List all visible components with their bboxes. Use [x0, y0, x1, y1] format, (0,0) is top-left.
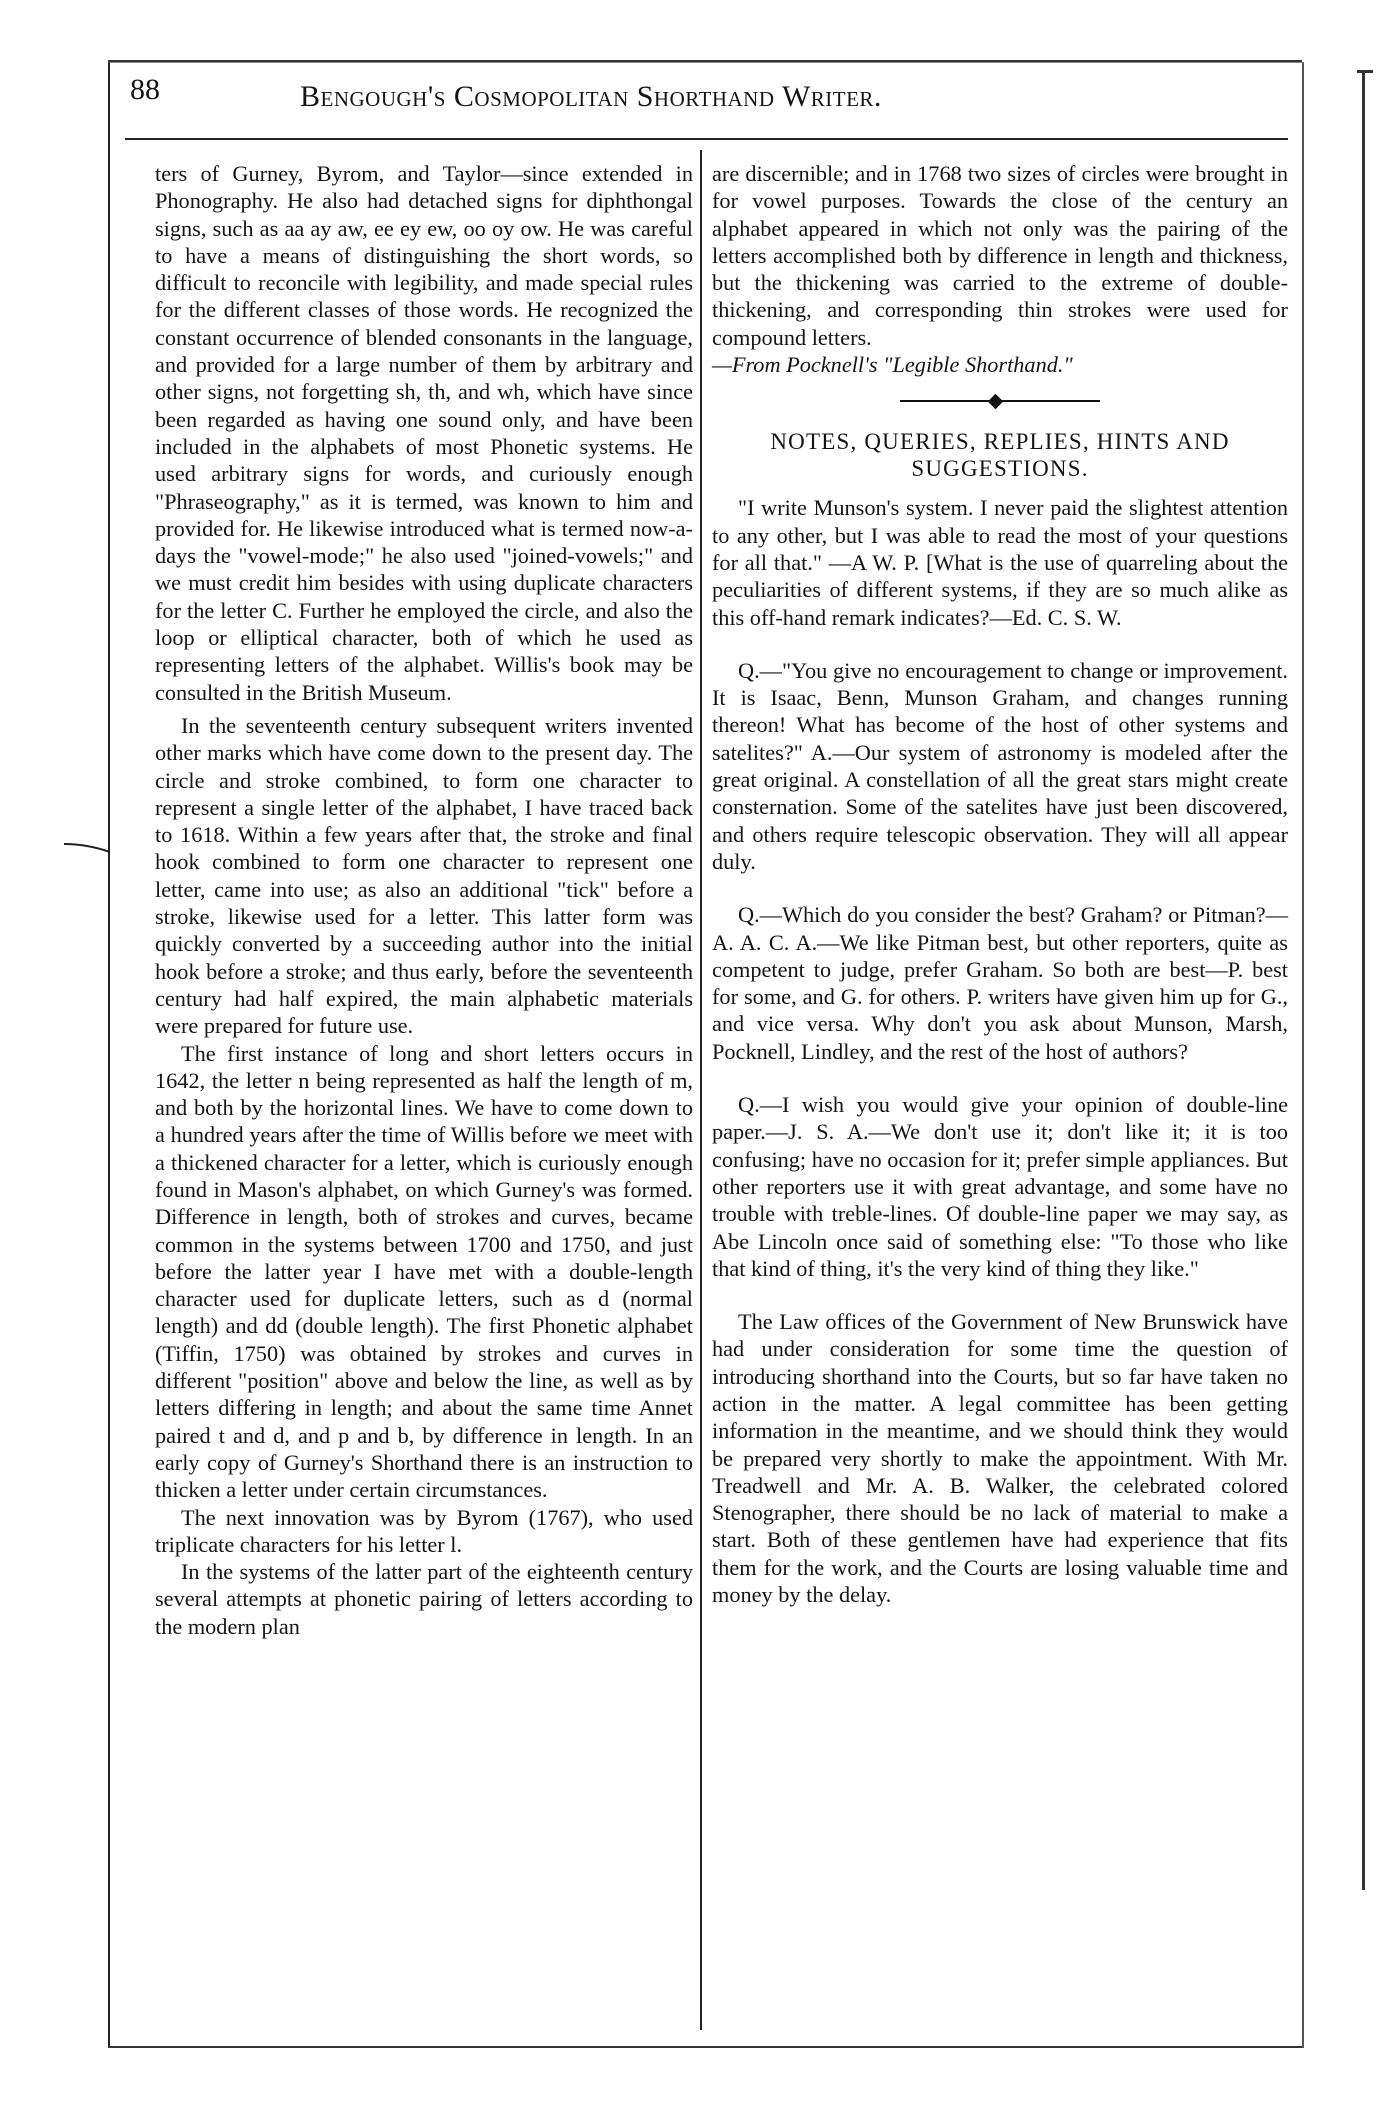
- header-rule: [125, 138, 1288, 140]
- note-paragraph-5: The Law offices of the Government of New Brunswick have had under consideration for some time the question of introducing shorthand into the Courts, but so far have taken no action in the matter. A legal committee has been getting information in the meantime, and we should think they would be prepared very shortly to make the appointment. With Mr. Treadwell and Mr. A. B. Walker, the celebrated colored Stenographer, there should be no lack of material to make a start. Both of these gentlemen have had experience that fits them for the work, and the Courts are losing valuable time and money by the delay.: [712, 1309, 1288, 1608]
- citation: —From Pocknell's "Legible Shorthand.": [712, 352, 1073, 378]
- note-paragraph-3: Q.—Which do you consider the best? Graham? or Pitman?—A. A. C. A.—We like Pitman best, but other reporters, quite as competent to judge, prefer Graham. So both are best—P. best for some, and G. for others. P. writers have given him up for G., and vice versa. Why don't you ask about Munson, Marsh, Pocknell, Lindley, and the rest of the host of authors?: [712, 902, 1288, 1064]
- margin-annotation-mark: [62, 842, 112, 854]
- section-divider-ornament: [900, 396, 1100, 406]
- note-paragraph-1: "I write Munson's system. I never paid the slightest attention to any other, but I was able to read the most of your questions for all that." —A W. P. [What is the use of quarreling about the peculiarities of different systems, if they are so much alike as this off-hand remark indicates?—Ed. C. S. W.: [712, 495, 1288, 630]
- left-paragraph-4: The next innovation was by Byrom (1767), who used triplicate characters for his letter l.: [155, 1504, 693, 1557]
- running-head: Bengough's Cosmopolitan Shorthand Writer.: [300, 80, 882, 113]
- left-paragraph-5: In the systems of the latter part of the eighteenth century several attempts at phonetic pairing of letters according to the modern plan: [155, 1559, 693, 1639]
- left-paragraph-1: ters of Gurney, Byrom, and Taylor—since extended in Phonography. He also had detached signs for diphthongal signs, such as aa ay aw, ee ey ew, oo oy ow. He was careful to have a means of distinguishing the short words, so difficult to reconcile with legibility, and made special rules for the different classes of those words. He recognized the constant occurrence of blended consonants in the language, and provided for a large number of them by arbitrary and other signs, not forgetting sh, th, and wh, which have since been regarded as having one sound only, and have been included in the alphabets of most Phonetic systems. He used arbitrary signs for words, and curiously enough "Phraseography," as it is termed, was known to him and provided for. He likewise introduced what is termed now-a-days the "vowel-mode;" he also used "joined-vowels;" and we must credit him besides with using duplicate characters for the letter C. Further he employed the circle, and also the loop or elliptical character, both of which he used as representing letters of the alphabet. Willis's book may be consulted in the British Museum.: [155, 161, 693, 705]
- note-paragraph-2: Q.—"You give no encouragement to change or improvement. It is Isaac, Benn, Munson Graham, and changes running thereon! What has become of the host of other systems and satelites?" A.—Our system of astronomy is modeled after the great original. A constellation of all the great stars might create consternation. Some of the satelites have just been discovered, and others require telescopic observation. They will all appear duly.: [712, 657, 1288, 874]
- bottom-border-rule: [108, 2046, 1302, 2048]
- left-column: [155, 160, 693, 1640]
- left-paragraph-3: The first instance of long and short letters occurs in 1642, the letter n being represented as half the length of m, and both by the horizontal lines. We have to come down to a hundred years after the time of Willis before we meet with a thickened character for a letter, which is curiously enough found in Mason's alphabet, on which Gurney's was formed. Difference in length, both of strokes and curves, became common in the systems between 1700 and 1750, and just before the latter year I have met with a double-length character used for duplicate letters, such as d (normal length) and dd (double length). The first Phonetic alphabet (Tiffin, 1750) was obtained by strokes and curves in different "position" above and below the line, as well as by letters differing in length; and about the same time Annet paired t and d, and p and b, by difference in length. In an early copy of Gurney's Shorthand there is an instruction to thicken a letter under certain circumstances.: [155, 1040, 693, 1503]
- page-number: 88: [130, 73, 160, 106]
- left-paragraph-2: In the seventeenth century subsequent writers invented other marks which have come down to the present day. The circle and stroke combined, to form one character to represent a single letter of the alphabet, I have traced back to 1618. Within a few years after that, the stroke and final hook combined to form one character to represent one letter, came into use; as also an additional "tick" before a stroke, likewise used for a letter. This latter form was quickly converted by a succeeding author into the initial hook before a stroke; and thus early, before the seventeenth century had half expired, the main alphabetic materials were prepared for future use.: [155, 712, 693, 1039]
- right-column: [712, 160, 1288, 1608]
- edge-bracket: [1357, 70, 1373, 73]
- page-edge-mark: [1362, 70, 1365, 1890]
- column-divider: [700, 150, 702, 2030]
- note-paragraph-4: Q.—I wish you would give your opinion of double-line paper.—J. S. A.—We don't use it; don't like it; it is too confusing; have no occasion for it; prefer simple appliances. But other reporters use it with great advantage, and some have no trouble with treble-lines. Of double-line paper we may say, as Abe Lincoln once said of something else: "To those who like that kind of thing, it's the very kind of thing they like.": [712, 1092, 1288, 1281]
- right-intro-paragraph: are discernible; and in 1768 two sizes of circles were brought in for vowel purposes. Towards the close of the century an alphabet appeared in which not only was the pairing of the letters accomplished both by difference in length and thickness, but the thickening was carried to the extreme of double-thickening, and corresponding thin strokes were used for compound letters.: [712, 161, 1288, 350]
- section-heading: NOTES, QUERIES, REPLIES, HINTS AND SUGGESTIONS.: [770, 429, 1230, 482]
